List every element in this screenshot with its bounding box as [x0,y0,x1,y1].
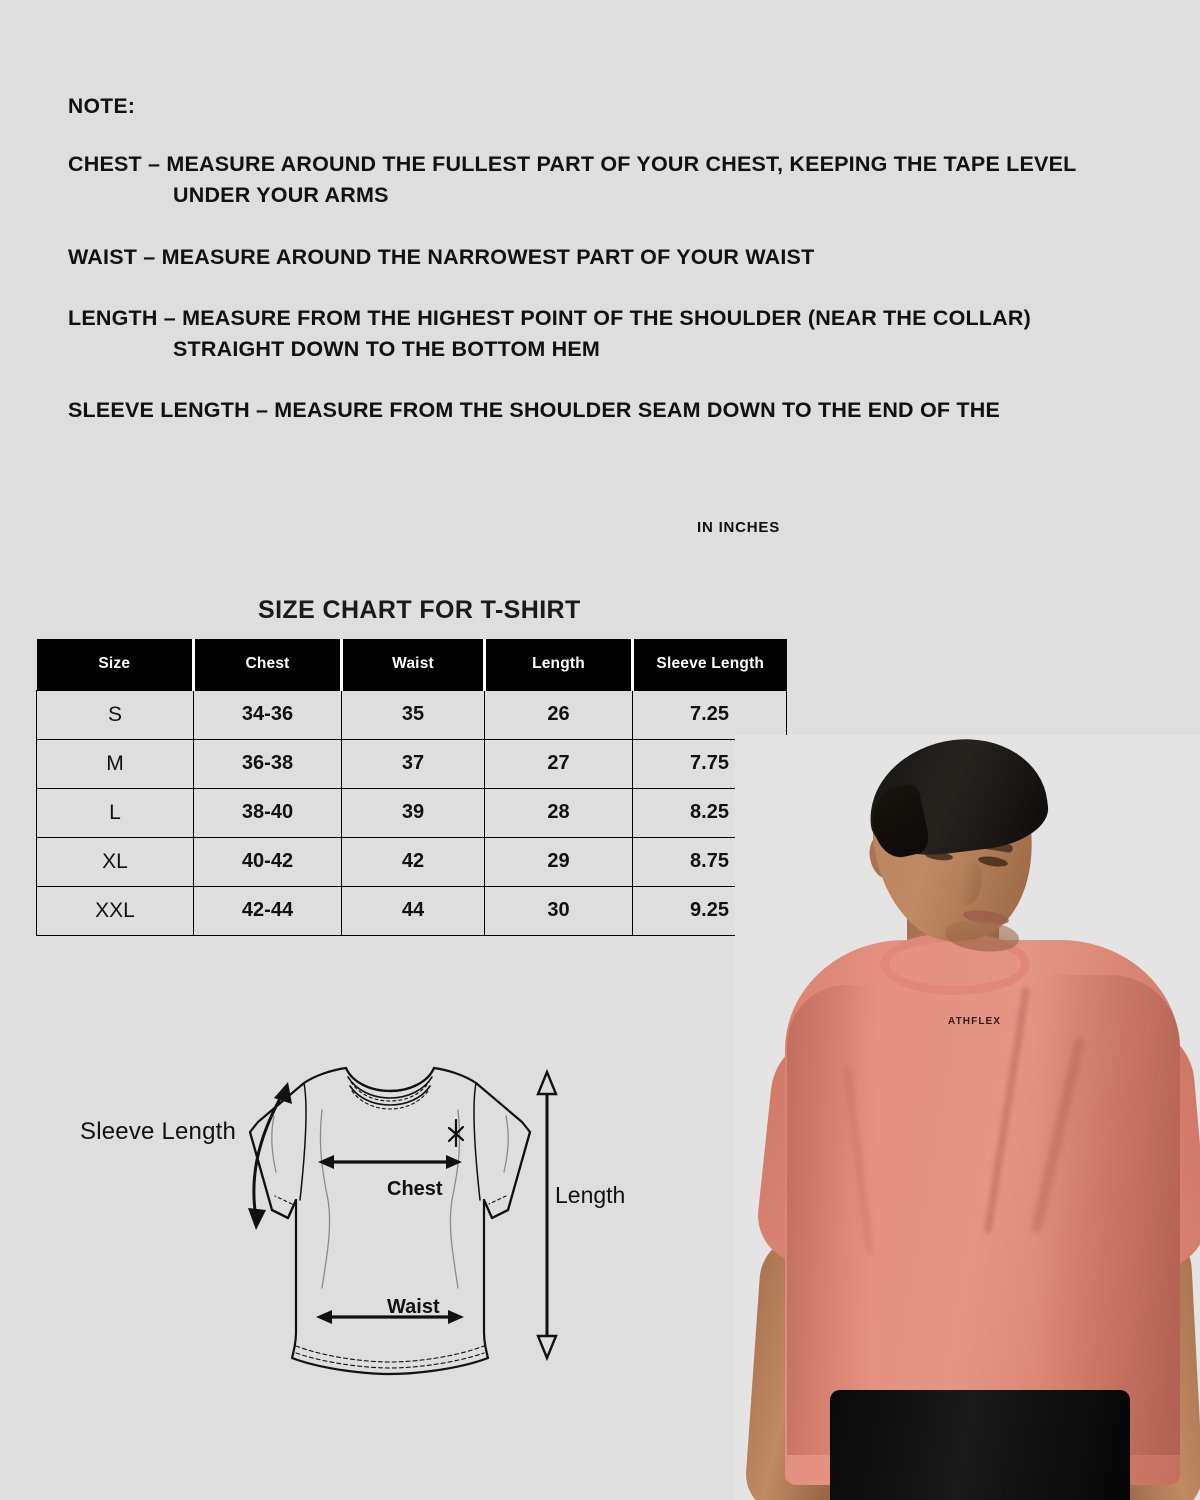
cell-length: 28 [485,788,633,837]
cell-length: 26 [485,690,633,739]
tshirt-outline-svg [60,1050,700,1420]
units-label: IN INCHES [697,519,781,536]
shirt-brand-logo: ATHFLEX [948,1016,1002,1027]
cell-size: L [37,788,194,837]
cell-sleeve-length: 8.25 [633,788,787,837]
note-item-length [68,303,1168,365]
table-header-row [37,639,787,690]
cell-sleeve-length: 7.75 [633,739,787,788]
table-body [37,690,787,935]
note-line: LENGTH – MEASURE FROM THE HIGHEST POINT OF THE SHOULDER (NEAR THE COLLAR) [68,305,1031,330]
model-photo [735,735,1200,1500]
cell-length: 29 [485,837,633,886]
table-row [37,690,787,739]
waist-label: Waist [387,1296,440,1318]
column-header-size: Size [37,639,194,690]
cell-size: M [37,739,194,788]
cell-size: XXL [37,886,194,935]
shirt-shadow-right [1035,975,1180,1455]
table-row [37,739,787,788]
table-header [37,639,787,690]
size-chart-table [36,639,787,936]
cell-waist: 35 [342,690,485,739]
cell-chest: 40-42 [194,837,342,886]
cell-sleeve-length: 9.25 [633,886,787,935]
note-block [68,94,1168,426]
cell-waist: 44 [342,886,485,935]
model-shorts [830,1390,1130,1500]
chest-label: Chest [387,1178,443,1200]
cell-size: XL [37,837,194,886]
cell-chest: 36-38 [194,739,342,788]
tshirt-measurement-diagram [60,1050,700,1420]
column-header-chest: Chest [194,639,342,690]
note-line: WAIST – MEASURE AROUND THE NARROWEST PART OF YOUR WAIST [68,244,815,269]
cell-size: S [37,690,194,739]
note-item-chest [68,149,1168,211]
note-item-waist [68,242,1168,273]
cell-length: 27 [485,739,633,788]
column-header-length: Length [485,639,633,690]
column-header-waist: Waist [342,639,485,690]
note-line: SLEEVE LENGTH – MEASURE FROM THE SHOULDER SEAM DOWN TO THE END OF THE [68,398,1000,423]
note-line: STRAIGHT DOWN TO THE BOTTOM HEM [173,336,601,361]
table-row [37,837,787,886]
cell-chest: 42-44 [194,886,342,935]
size-table-title: SIZE CHART FOR T-SHIRT [258,596,581,624]
cell-sleeve-length: 7.25 [633,690,787,739]
cell-length: 30 [485,886,633,935]
cell-waist: 39 [342,788,485,837]
sleeve-length-label: Sleeve Length [80,1118,237,1145]
table-row [37,788,787,837]
cell-waist: 37 [342,739,485,788]
note-heading: NOTE: [68,95,136,118]
note-line: CHEST – MEASURE AROUND THE FULLEST PART OF YOUR CHEST, KEEPING THE TAPE LEVEL [68,152,1077,177]
table-row [37,886,787,935]
cell-waist: 42 [342,837,485,886]
length-label: Length [555,1182,626,1208]
note-item-sleeve-length [68,395,1168,426]
length-measure-arrow [538,1072,556,1358]
cell-chest: 34-36 [194,690,342,739]
note-line: UNDER YOUR ARMS [173,183,389,208]
cell-chest: 38-40 [194,788,342,837]
column-header-sleeve-length: Sleeve Length [633,639,787,690]
cell-sleeve-length: 8.75 [633,837,787,886]
